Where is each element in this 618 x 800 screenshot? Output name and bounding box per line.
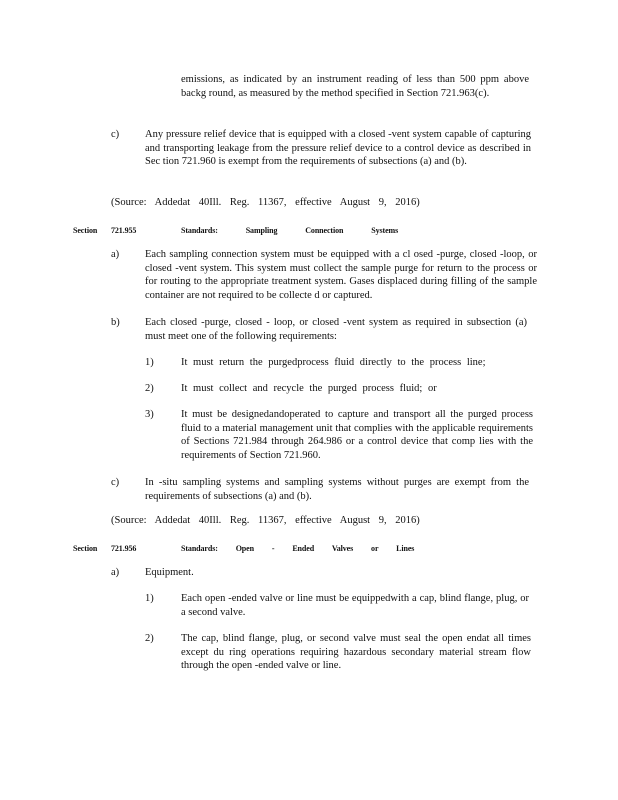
source-note: (Source: Addedat 40Ill. Reg. 11367, effective August 9, 2016) xyxy=(111,197,420,208)
item-3-text: It must be designedandoperated to capture and transport all the purged process fluid to a material management unit that complies with the applicable requirements of Sections 721.984 through 264.986 or a control device that comp lies with the requirements of Section 721.960. xyxy=(181,409,533,461)
subsection-a-text: Equipment. xyxy=(145,567,194,578)
subsection-c-label: c) xyxy=(111,129,120,140)
section-number: 721.956 xyxy=(111,544,137,553)
subsection-c-text: In -situ sampling systems and sampling systems without purges are exempt from the requirements of subsections (a) and (b). xyxy=(145,477,529,502)
section-title: Standards: Open - Ended Valves or Lines xyxy=(181,544,415,553)
source-note: (Source: Addedat 40Ill. Reg. 11367, effective August 9, 2016) xyxy=(111,515,420,526)
item-2-label: 2) xyxy=(145,383,154,394)
item-2-text: It must collect and recycle the purged process fluid; or xyxy=(181,383,437,394)
item-2-text: The cap, blind flange, plug, or second valve must seal the open endat all times except du ring operations requiring hazardous secondary material stream flow through the open -ended valve or line. xyxy=(181,633,531,672)
subsection-b-text: Each closed -purge, closed - loop, or closed -vent system as required in subsection (a) must meet one of the following requirements: xyxy=(145,317,527,342)
section-number: 721.955 xyxy=(111,226,137,235)
section-word: Section xyxy=(73,226,98,235)
subsection-b-label: b) xyxy=(111,317,120,328)
section-word: Section xyxy=(73,544,98,553)
item-1-text: It must return the purgedprocess fluid directly to the process line; xyxy=(181,357,486,368)
item-1-text: Each open -ended valve or line must be equippedwith a cap, blind flange, plug, or a second valve. xyxy=(181,593,529,618)
subsection-c-text: Any pressure relief device that is equipped with a closed -vent system capable of capturing and transporting leakage from the pressure relief device to a control device as described in Sec tion 721.960 is exempt from the requirements of subsections (a) and (b). xyxy=(145,129,531,168)
section-title: Standards: Sampling Connection Systems xyxy=(181,226,399,235)
item-2-label: 2) xyxy=(145,633,154,644)
item-1-label: 1) xyxy=(145,357,154,368)
subsection-a-label: a) xyxy=(111,249,120,260)
subsection-a-label: a) xyxy=(111,567,120,578)
subsection-a-text: Each sampling connection system must be equipped with a cl osed -purge, closed -loop, or closed -vent system. This system must collect the sample purge for return to the process or for routing to the appropriate treatment system. Gases displaced during filling of the sample container are not required to be collecte d or captured. xyxy=(145,249,537,301)
item-1-label: 1) xyxy=(145,593,154,604)
subsection-c-label: c) xyxy=(111,477,120,488)
item-3-label: 3) xyxy=(145,409,154,420)
continuation-paragraph: emissions, as indicated by an instrument reading of less than 500 ppm above backg round, as measured by the method specified in Section 721.963(c). xyxy=(181,74,529,99)
